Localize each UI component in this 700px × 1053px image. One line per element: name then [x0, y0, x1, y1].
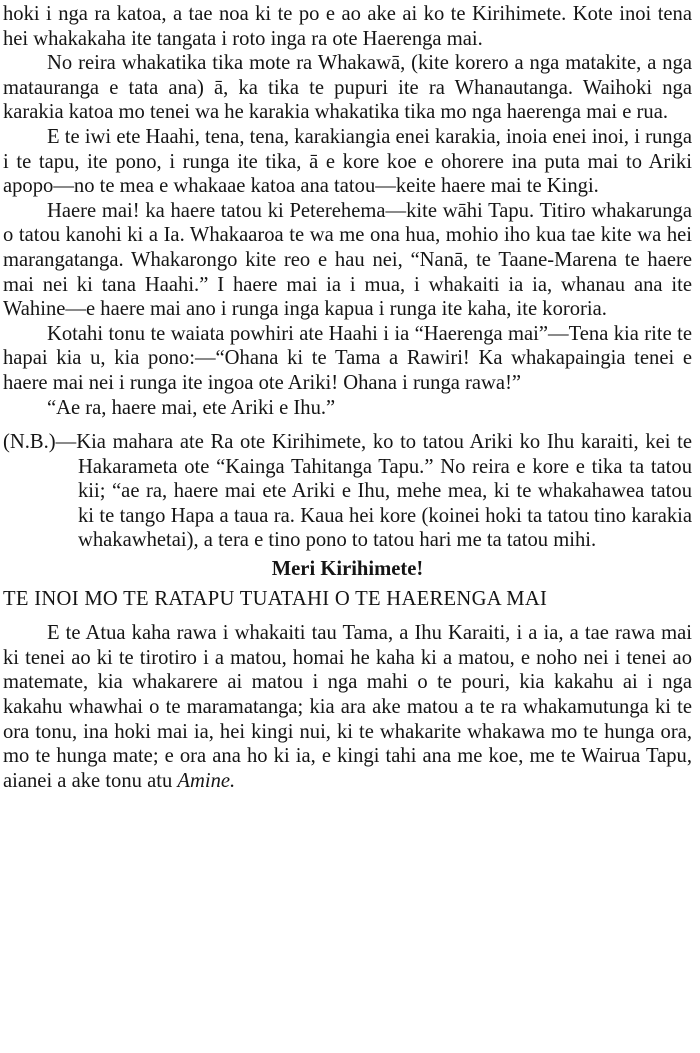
paragraph-6: “Ae ra, haere mai, ete Ariki e Ihu.” [47, 396, 336, 419]
christmas-greeting: Meri Kirihimete! [271, 558, 424, 581]
paragraph-4: Haere mai! ka haere tatou ki Peterehema—kite wāhi Tapu. Titiro whakarunga o tatou kanohi ki a Ia. Whakaaroa te wa me ona hua, mohio iho kua tae kite wa hei marangatanga. Whakarongo kite reo e hau nei, “Nanā, te Taane-Marena te haere mai nei ki tana Haahi.” I haere mai ia i mua, i whakaiti ia ia, whanau ana ite Wahine—e haere mai ano i runga inga kapua i runga ite kaha, ite kororia. [3, 199, 692, 321]
paragraph-1: hoki i nga ra katoa, a tae noa ki te po e ao ake ai ko te Kirihimete. Kote inoi tena hei whakakaha ite tangata i roto inga ra ote Haerenga mai. [3, 3, 692, 50]
prayer-paragraph [3, 621, 692, 793]
prayer-heading: TE INOI MO TE RATAPU TUATAHI O TE HAERENGA MAI [3, 587, 548, 610]
paragraph-5: Kotahi tonu te waiata powhiri ate Haahi i ia “Haerenga mai”—Tena kia rite te hapai kia u, kia pono:—“Ohana ki te Tama a Rawiri! Ka whakapaingia tenei e haere mai nei i runga ite ingoa ote Ariki! Ohana i runga rawa!” [3, 322, 692, 394]
paragraph-2: No reira whakatika tika mote ra Whakawā, (kite korero a nga matakite, a nga matauranga e tata ana) ā, ka tika te pupuri ite ra Whanautanga. Waihoki nga karakia katoa mo tenei wa he karakia whakatika tika mo nga haerenga mai e rua. [3, 52, 692, 124]
prayer-text: E te Atua kaha rawa i whakaiti tau Tama, a Ihu Karaiti, i a ia, a tae rawa mai ki tenei ao ki te tirotiro i a matou, homai he kaha ki a matou, e noho nei i tenei ao matemate, kia whakarere ai matou i nga mahi o te pouri, kia kakahu ai i nga kakahu whawhai o te maramatanga; kia ara ake matou a te ra whakamutunga ki te ora tonu, ina hoki mai ia, hei kingi nui, ki te whakarite whakawa mo te hunga ora, mo te hunga mate; e ora ana ho ki ia, e kingi tahi ana me koe, me te Wairua Tapu, aianei a ake tonu atu [3, 622, 692, 792]
amen-text: Amine. [177, 769, 236, 792]
nb-note: (N.B.)—Kia mahara ate Ra ote Kirihimete, ko to tatou Ariki ko Ihu karaiti, kei te Hakarameta ote “Kainga Tahitanga Tapu.” No reira e kore e tika ta tatou kii; “ae ra, haere mai ete Ariki e Ihu, mehe mea, ki te whakahawea tatou ki te tango Hapa a taua ra. Kaua hei kore (koinei hoki ta tatou tino karakia whakawhetai), a tera e tino pono to tatou hari me ta tatou mihi. [3, 431, 692, 552]
paragraph-3: E te iwi ete Haahi, tena, tena, karakiangia enei karakia, inoia enei inoi, i runga i te tapu, ite pono, i runga ite tika, ā e kore koe e ohorere ina puta mai to Ariki apopo—no te mea e whakaae katoa ana tatou—keite haere mai te Kingi. [3, 125, 692, 198]
